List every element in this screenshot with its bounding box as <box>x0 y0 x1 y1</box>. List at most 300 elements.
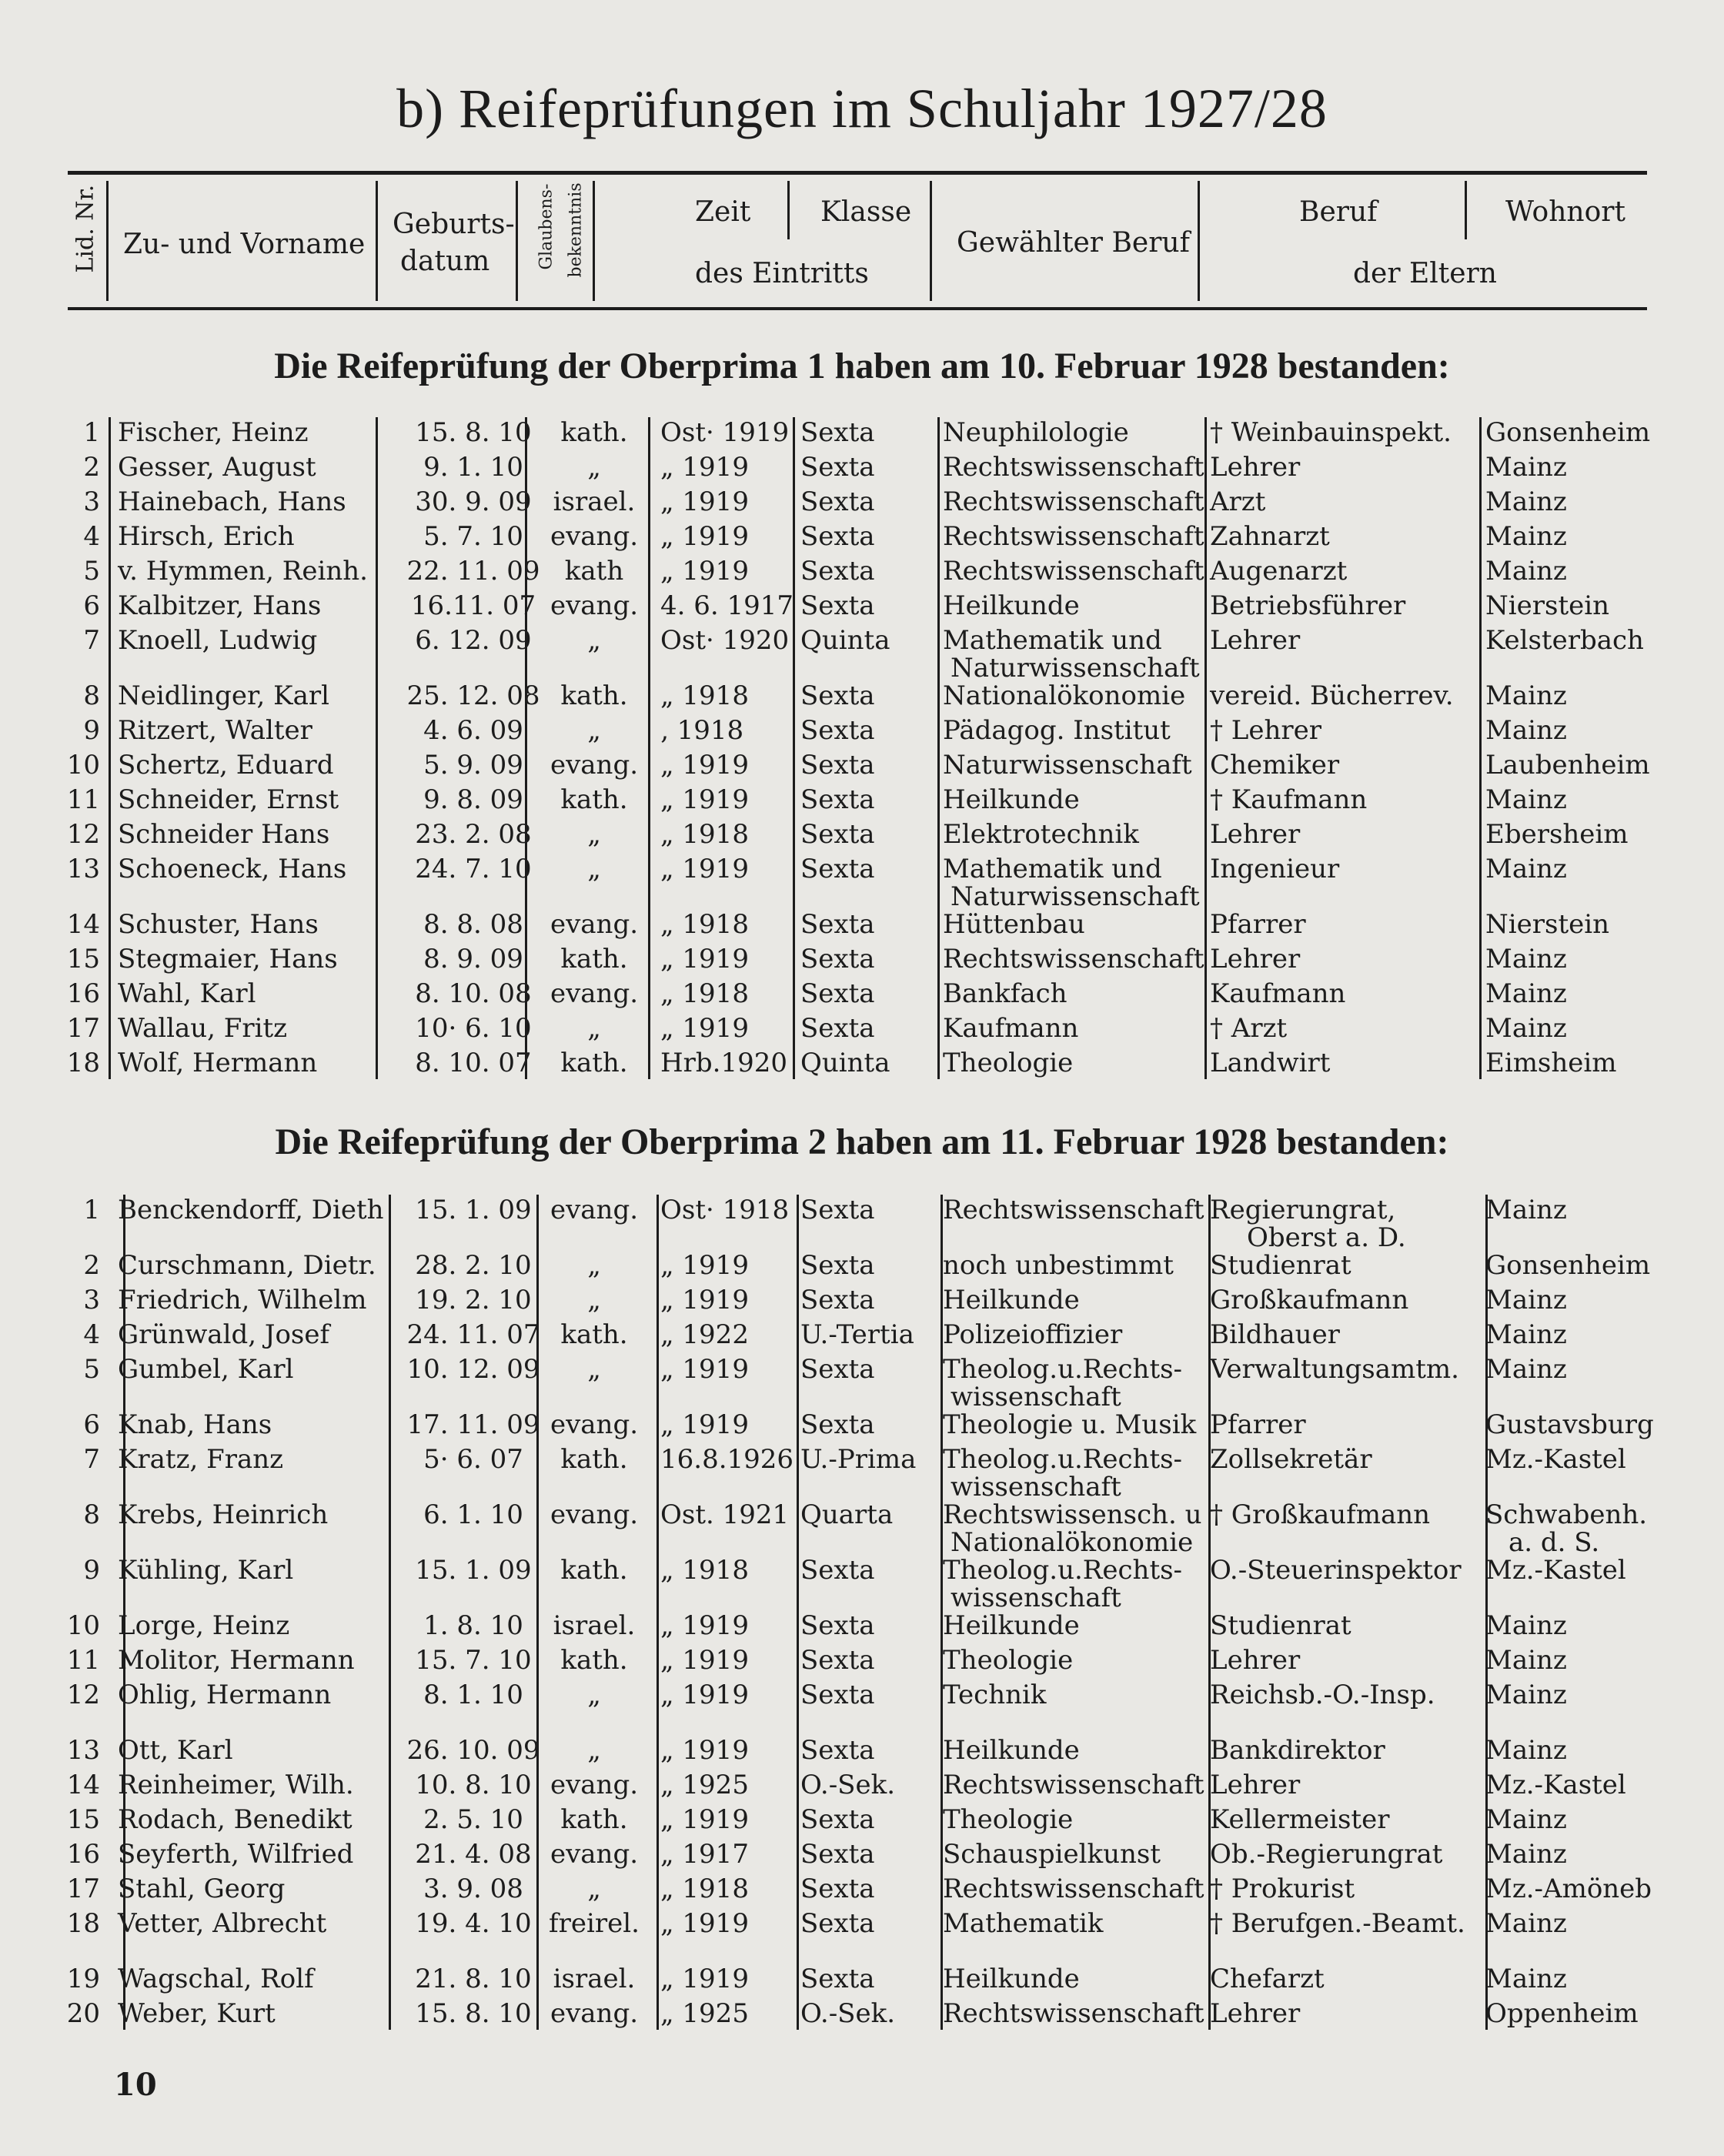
chosen-profession-cont: Nationalökonomie <box>951 1527 1194 1558</box>
chosen-profession: Kaufmann <box>943 1013 1079 1044</box>
table-row <box>0 417 1724 452</box>
residence: Mz.-Kastel <box>1485 1444 1626 1475</box>
chosen-profession: Rechtswissenschaft <box>943 556 1204 587</box>
header-glaubens-1: Glaubens- <box>536 183 556 270</box>
parent-profession: Kaufmann <box>1210 978 1346 1009</box>
student-name: Kühling, Karl <box>118 1555 294 1586</box>
entry-class: Sexta <box>800 1610 875 1641</box>
entry-time: „ 1918 <box>660 909 749 940</box>
entry-time: „ 1922 <box>660 1319 749 1350</box>
chosen-profession: noch unbestimmt <box>943 1250 1174 1281</box>
table-row <box>0 625 1724 684</box>
row-number: 3 <box>83 486 100 517</box>
row-number: 20 <box>66 1998 100 2029</box>
row-number: 7 <box>83 625 100 656</box>
entry-class: Sexta <box>800 1354 875 1385</box>
residence: Mainz <box>1485 521 1567 552</box>
entry-time: „ 1918 <box>660 819 749 850</box>
birth-date: 24. 11. 07 <box>406 1319 540 1350</box>
table-row <box>0 854 1724 912</box>
residence-cont: a. d. S. <box>1508 1527 1600 1558</box>
chosen-profession: Theolog.u.Rechts- <box>943 1444 1183 1475</box>
confession: „ <box>587 854 601 884</box>
row-number: 5 <box>83 1354 100 1385</box>
entry-class: Quarta <box>800 1499 894 1530</box>
row-number: 6 <box>83 1409 100 1440</box>
row-number: 18 <box>66 1048 100 1078</box>
confession: freirel. <box>549 1908 640 1939</box>
entry-time: ‚ 1918 <box>660 715 744 746</box>
header-klasse: Klasse <box>820 196 912 228</box>
table-row <box>0 1804 1724 1839</box>
table-header <box>68 171 1647 310</box>
birth-date: 8. 9. 09 <box>423 944 523 974</box>
parent-profession: Bildhauer <box>1210 1319 1340 1350</box>
confession: evang. <box>550 521 639 552</box>
row-number: 2 <box>83 1250 100 1281</box>
birth-date: 8. 8. 08 <box>423 909 523 940</box>
residence: Mainz <box>1485 1610 1567 1641</box>
residence: Gonsenheim <box>1485 1250 1651 1281</box>
residence: Nierstein <box>1485 590 1610 621</box>
parent-profession: Kellermeister <box>1210 1804 1390 1835</box>
student-name: Neidlinger, Karl <box>118 680 329 711</box>
residence: Mainz <box>1485 1354 1567 1385</box>
student-name: Knab, Hans <box>118 1409 272 1440</box>
birth-date: 2. 5. 10 <box>423 1804 523 1835</box>
birth-date: 6. 1. 10 <box>423 1499 523 1530</box>
entry-class: Sexta <box>800 1013 875 1044</box>
confession: kath <box>564 556 624 587</box>
entry-time: „ 1919 <box>660 1285 749 1315</box>
row-number: 13 <box>66 854 100 884</box>
parent-profession: † Kaufmann <box>1210 784 1368 815</box>
confession: evang. <box>550 1998 639 2029</box>
parent-profession: Reichsb.-O.-Insp. <box>1210 1680 1435 1710</box>
chosen-profession: Mathematik <box>943 1908 1104 1939</box>
table-row <box>0 1610 1724 1645</box>
student-name: Schoeneck, Hans <box>118 854 347 884</box>
entry-class: Sexta <box>800 1735 875 1766</box>
row-number: 4 <box>83 521 100 552</box>
residence: Mainz <box>1485 680 1567 711</box>
entry-class: Sexta <box>800 750 875 781</box>
chosen-profession: Rechtswissenschaft <box>943 1195 1204 1225</box>
residence: Mainz <box>1485 486 1567 517</box>
entry-class: Sexta <box>800 417 875 448</box>
chosen-profession: Rechtswissenschaft <box>943 486 1204 517</box>
table-row <box>0 944 1724 978</box>
entry-time: „ 1919 <box>660 1908 749 1939</box>
parent-profession: † Lehrer <box>1210 715 1322 746</box>
confession: „ <box>587 1874 601 1904</box>
entry-class: Sexta <box>800 452 875 483</box>
chosen-profession: Rechtswissensch. u <box>943 1499 1202 1530</box>
confession: „ <box>587 1250 601 1281</box>
row-number: 7 <box>83 1444 100 1475</box>
table-row <box>0 1409 1724 1444</box>
entry-class: U.-Prima <box>800 1444 917 1475</box>
parent-profession: Landwirt <box>1210 1048 1331 1078</box>
entry-time: Ost· 1918 <box>660 1195 790 1225</box>
chosen-profession: Schauspielkunst <box>943 1839 1161 1870</box>
entry-class: Sexta <box>800 1964 875 1994</box>
header-lid-nr: Lid. Nr. <box>72 184 99 273</box>
entry-time: „ 1918 <box>660 680 749 711</box>
table-row <box>0 1645 1724 1680</box>
residence: Mainz <box>1485 944 1567 974</box>
chosen-profession: Heilkunde <box>943 1735 1080 1766</box>
entry-time: „ 1919 <box>660 1964 749 1994</box>
chosen-profession: Mathematik und <box>943 625 1162 656</box>
residence: Mainz <box>1485 556 1567 587</box>
table-row <box>0 1735 1724 1770</box>
student-name: Wolf, Hermann <box>118 1048 318 1078</box>
parent-profession: Großkaufmann <box>1210 1285 1409 1315</box>
table-row <box>0 1195 1724 1253</box>
table-row <box>0 1998 1724 2033</box>
residence: Mainz <box>1485 452 1567 483</box>
student-name: Schuster, Hans <box>118 909 319 940</box>
residence: Eimsheim <box>1485 1048 1617 1078</box>
header-geburts-1: Geburts- <box>393 209 515 240</box>
entry-time: „ 1919 <box>660 1250 749 1281</box>
entry-class: Quinta <box>800 625 890 656</box>
entry-class: Sexta <box>800 1285 875 1315</box>
birth-date: 30. 9. 09 <box>415 486 532 517</box>
table-row <box>0 556 1724 590</box>
chosen-profession: Theolog.u.Rechts- <box>943 1555 1183 1586</box>
parent-profession: † Weinbauinspekt. <box>1210 417 1452 448</box>
parent-profession: Studienrat <box>1210 1610 1351 1641</box>
residence: Mainz <box>1485 1195 1567 1225</box>
header-zeit: Zeit <box>695 196 751 228</box>
entry-class: Sexta <box>800 1555 875 1586</box>
parent-profession: † Großkaufmann <box>1210 1499 1431 1530</box>
row-number: 17 <box>66 1874 100 1904</box>
chosen-profession: Neuphilologie <box>943 417 1129 448</box>
chosen-profession: Elektrotechnik <box>943 819 1139 850</box>
student-name: Knoell, Ludwig <box>118 625 318 656</box>
chosen-profession: Rechtswissenschaft <box>943 1874 1204 1904</box>
row-number: 10 <box>66 1610 100 1641</box>
birth-date: 9. 8. 09 <box>423 784 523 815</box>
student-name: Curschmann, Dietr. <box>118 1250 376 1281</box>
table-row <box>0 1250 1724 1285</box>
entry-time: „ 1919 <box>660 1804 749 1835</box>
table-row <box>0 590 1724 625</box>
confession: kath. <box>560 1804 628 1835</box>
row-number: 14 <box>66 1770 100 1800</box>
residence: Mainz <box>1485 1735 1567 1766</box>
birth-date: 23. 2. 08 <box>415 819 532 850</box>
row-number: 13 <box>66 1735 100 1766</box>
confession: „ <box>587 1680 601 1710</box>
row-number: 2 <box>83 452 100 483</box>
birth-date: 19. 4. 10 <box>415 1908 532 1939</box>
header-geburts-2: datum <box>400 246 490 277</box>
student-name: Gesser, August <box>118 452 316 483</box>
student-name: Rodach, Benedikt <box>118 1804 352 1835</box>
table-row <box>0 1770 1724 1804</box>
table-row <box>0 1874 1724 1908</box>
student-name: Gumbel, Karl <box>118 1354 294 1385</box>
entry-time: „ 1919 <box>660 750 749 781</box>
residence: Mainz <box>1485 1013 1567 1044</box>
entry-time: Ost· 1920 <box>660 625 790 656</box>
parent-profession: Betriebsführer <box>1210 590 1406 621</box>
table-row <box>0 680 1724 715</box>
entry-class: Sexta <box>800 909 875 940</box>
parent-profession: Pfarrer <box>1210 909 1306 940</box>
table-row <box>0 486 1724 521</box>
confession: „ <box>587 819 601 850</box>
student-name: Benckendorff, Dieth <box>118 1195 384 1225</box>
entry-time: „ 1919 <box>660 1645 749 1676</box>
entry-class: Sexta <box>800 1908 875 1939</box>
row-number: 8 <box>83 1499 100 1530</box>
header-name: Zu- und Vorname <box>123 229 366 260</box>
table-row <box>0 1285 1724 1319</box>
birth-date: 24. 7. 10 <box>415 854 532 884</box>
header-wohnort: Wohnort <box>1505 196 1625 228</box>
chosen-profession-cont: wissenschaft <box>951 1583 1121 1613</box>
row-number: 12 <box>66 819 100 850</box>
student-name: v. Hymmen, Reinh. <box>118 556 368 587</box>
table-row <box>0 784 1724 819</box>
confession: evang. <box>550 1409 639 1440</box>
residence: Mainz <box>1485 1839 1567 1870</box>
row-number: 14 <box>66 909 100 940</box>
confession: kath. <box>560 944 628 974</box>
residence: Mainz <box>1485 1645 1567 1676</box>
row-number: 5 <box>83 556 100 587</box>
student-name: Stegmaier, Hans <box>118 944 338 974</box>
residence: Schwabenh. <box>1485 1499 1648 1530</box>
chosen-profession: Rechtswissenschaft <box>943 452 1204 483</box>
row-number: 4 <box>83 1319 100 1350</box>
birth-date: 8. 10. 07 <box>415 1048 532 1078</box>
entry-time: „ 1919 <box>660 452 749 483</box>
birth-date: 22. 11. 09 <box>406 556 540 587</box>
entry-class: Sexta <box>800 715 875 746</box>
parent-profession: † Prokurist <box>1210 1874 1355 1904</box>
confession: „ <box>587 1285 601 1315</box>
student-name: Ott, Karl <box>118 1735 233 1766</box>
entry-time: Ost. 1921 <box>660 1499 790 1530</box>
entry-class: Sexta <box>800 1804 875 1835</box>
table-row <box>0 715 1724 750</box>
residence: Mainz <box>1485 978 1567 1009</box>
entry-class: Sexta <box>800 1250 875 1281</box>
birth-date: 3. 9. 08 <box>423 1874 523 1904</box>
chosen-profession-cont: wissenschaft <box>951 1472 1121 1503</box>
entry-time: „ 1917 <box>660 1839 749 1870</box>
chosen-profession: Heilkunde <box>943 784 1080 815</box>
residence: Mainz <box>1485 715 1567 746</box>
chosen-profession-cont: Naturwissenschaft <box>951 653 1200 684</box>
parent-profession: Arzt <box>1210 486 1266 517</box>
table-row <box>0 521 1724 556</box>
row-number: 10 <box>66 750 100 781</box>
residence: Mz.-Kastel <box>1485 1770 1626 1800</box>
chosen-profession: Rechtswissenschaft <box>943 944 1204 974</box>
header-der-eltern: der Eltern <box>1353 258 1497 289</box>
birth-date: 4. 6. 09 <box>423 715 523 746</box>
chosen-profession: Nationalökonomie <box>943 680 1186 711</box>
student-name: Ohlig, Hermann <box>118 1680 332 1710</box>
row-number: 1 <box>83 417 100 448</box>
confession: evang. <box>550 909 639 940</box>
confession: kath. <box>560 1555 628 1586</box>
row-number: 19 <box>66 1964 100 1994</box>
confession: kath. <box>560 417 628 448</box>
entry-class: Sexta <box>800 1645 875 1676</box>
chosen-profession: Technik <box>943 1680 1047 1710</box>
entry-class: Sexta <box>800 680 875 711</box>
birth-date: 8. 1. 10 <box>423 1680 523 1710</box>
residence: Nierstein <box>1485 909 1610 940</box>
header-des-eintritts: des Eintritts <box>695 258 869 289</box>
confession: „ <box>587 452 601 483</box>
chosen-profession-cont: wissenschaft <box>951 1382 1121 1412</box>
entry-time: Hrb.1920 <box>660 1048 788 1078</box>
student-name: Wallau, Fritz <box>118 1013 288 1044</box>
student-name: Reinheimer, Wilh. <box>118 1770 354 1800</box>
chosen-profession: Theolog.u.Rechts- <box>943 1354 1183 1385</box>
entry-class: Sexta <box>800 819 875 850</box>
confession: kath. <box>560 784 628 815</box>
birth-date: 10· 6. 10 <box>415 1013 532 1044</box>
birth-date: 26. 10. 09 <box>406 1735 540 1766</box>
parent-profession: vereid. Bücherrev. <box>1210 680 1454 711</box>
parent-profession: Bankdirektor <box>1210 1735 1385 1766</box>
chosen-profession: Rechtswissenschaft <box>943 1998 1204 2029</box>
residence: Oppenheim <box>1485 1998 1639 2029</box>
confession: „ <box>587 715 601 746</box>
chosen-profession: Heilkunde <box>943 590 1080 621</box>
table-row <box>0 452 1724 486</box>
residence: Mainz <box>1485 784 1567 815</box>
parent-profession: Verwaltungsamtm. <box>1210 1354 1459 1385</box>
confession: evang. <box>550 590 639 621</box>
student-name: Vetter, Albrecht <box>118 1908 327 1939</box>
birth-date: 15. 7. 10 <box>415 1645 532 1676</box>
row-number: 12 <box>66 1680 100 1710</box>
residence: Gustavsburg <box>1485 1409 1654 1440</box>
confession: „ <box>587 1013 601 1044</box>
student-name: Seyferth, Wilfried <box>118 1839 354 1870</box>
table-row <box>0 1964 1724 1998</box>
parent-profession: Lehrer <box>1210 1645 1301 1676</box>
confession: kath. <box>560 1645 628 1676</box>
parent-profession: Regierungrat, <box>1210 1195 1396 1225</box>
table-row <box>0 1499 1724 1558</box>
confession: „ <box>587 625 601 656</box>
birth-date: 15. 8. 10 <box>415 417 532 448</box>
birth-date: 15. 1. 09 <box>415 1195 532 1225</box>
chosen-profession: Heilkunde <box>943 1964 1080 1994</box>
residence: Mz.-Amöneb <box>1485 1874 1652 1904</box>
entry-time: „ 1919 <box>660 556 749 587</box>
residence: Mz.-Kastel <box>1485 1555 1626 1586</box>
table-row <box>0 1048 1724 1082</box>
confession: kath. <box>560 1444 628 1475</box>
entry-class: Sexta <box>800 1680 875 1710</box>
entry-class: Sexta <box>800 556 875 587</box>
entry-time: „ 1919 <box>660 1354 749 1385</box>
row-number: 15 <box>66 944 100 974</box>
table-row <box>0 1680 1724 1714</box>
chosen-profession: Theologie <box>943 1048 1074 1078</box>
student-name: Stahl, Georg <box>118 1874 286 1904</box>
table-row <box>0 1444 1724 1503</box>
parent-profession: † Arzt <box>1210 1013 1288 1044</box>
confession: israel. <box>553 1964 636 1994</box>
entry-time: „ 1919 <box>660 854 749 884</box>
birth-date: 28. 2. 10 <box>415 1250 532 1281</box>
row-number: 17 <box>66 1013 100 1044</box>
entry-class: Quinta <box>800 1048 890 1078</box>
chosen-profession: Rechtswissenschaft <box>943 1770 1204 1800</box>
birth-date: 17. 11. 09 <box>406 1409 540 1440</box>
entry-class: Sexta <box>800 486 875 517</box>
parent-profession: Ingenieur <box>1210 854 1340 884</box>
residence: Mainz <box>1485 1804 1567 1835</box>
table-row <box>0 819 1724 854</box>
student-name: Weber, Kurt <box>118 1998 276 2029</box>
student-name: Schertz, Eduard <box>118 750 334 781</box>
birth-date: 21. 8. 10 <box>415 1964 532 1994</box>
header-glaubens-2: bekenntnis <box>566 182 586 278</box>
birth-date: 19. 2. 10 <box>415 1285 532 1315</box>
entry-time: 16.8.1926 <box>660 1444 794 1475</box>
entry-time: „ 1919 <box>660 1610 749 1641</box>
entry-class: Sexta <box>800 521 875 552</box>
parent-profession: Zollsekretär <box>1210 1444 1372 1475</box>
row-number: 11 <box>66 784 100 815</box>
entry-time: „ 1919 <box>660 1735 749 1766</box>
parent-profession: Lehrer <box>1210 452 1301 483</box>
entry-class: Sexta <box>800 784 875 815</box>
table-row <box>0 1839 1724 1874</box>
parent-profession: † Berufgen.-Beamt. <box>1210 1908 1465 1939</box>
row-number: 9 <box>83 1555 100 1586</box>
parent-profession: Lehrer <box>1210 1770 1301 1800</box>
birth-date: 15. 1. 09 <box>415 1555 532 1586</box>
table-row <box>0 1013 1724 1048</box>
student-name: Krebs, Heinrich <box>118 1499 329 1530</box>
entry-time: „ 1918 <box>660 1555 749 1586</box>
birth-date: 25. 12. 08 <box>406 680 540 711</box>
parent-profession-cont: Oberst a. D. <box>1247 1222 1406 1253</box>
student-name: Hirsch, Erich <box>118 521 295 552</box>
chosen-profession: Hüttenbau <box>943 909 1085 940</box>
confession: israel. <box>553 486 636 517</box>
chosen-profession: Mathematik und <box>943 854 1162 884</box>
row-number: 11 <box>66 1645 100 1676</box>
page-title: b) Reifeprüfungen im Schuljahr 1927/28 <box>396 78 1328 139</box>
table-row <box>0 1354 1724 1412</box>
row-number: 8 <box>83 680 100 711</box>
entry-class: Sexta <box>800 590 875 621</box>
student-name: Kratz, Franz <box>118 1444 284 1475</box>
confession: evang. <box>550 978 639 1009</box>
row-number: 16 <box>66 978 100 1009</box>
entry-class: O.-Sek. <box>800 1998 896 2029</box>
entry-time: „ 1919 <box>660 1680 749 1710</box>
birth-date: 16.11. 07 <box>410 590 536 621</box>
